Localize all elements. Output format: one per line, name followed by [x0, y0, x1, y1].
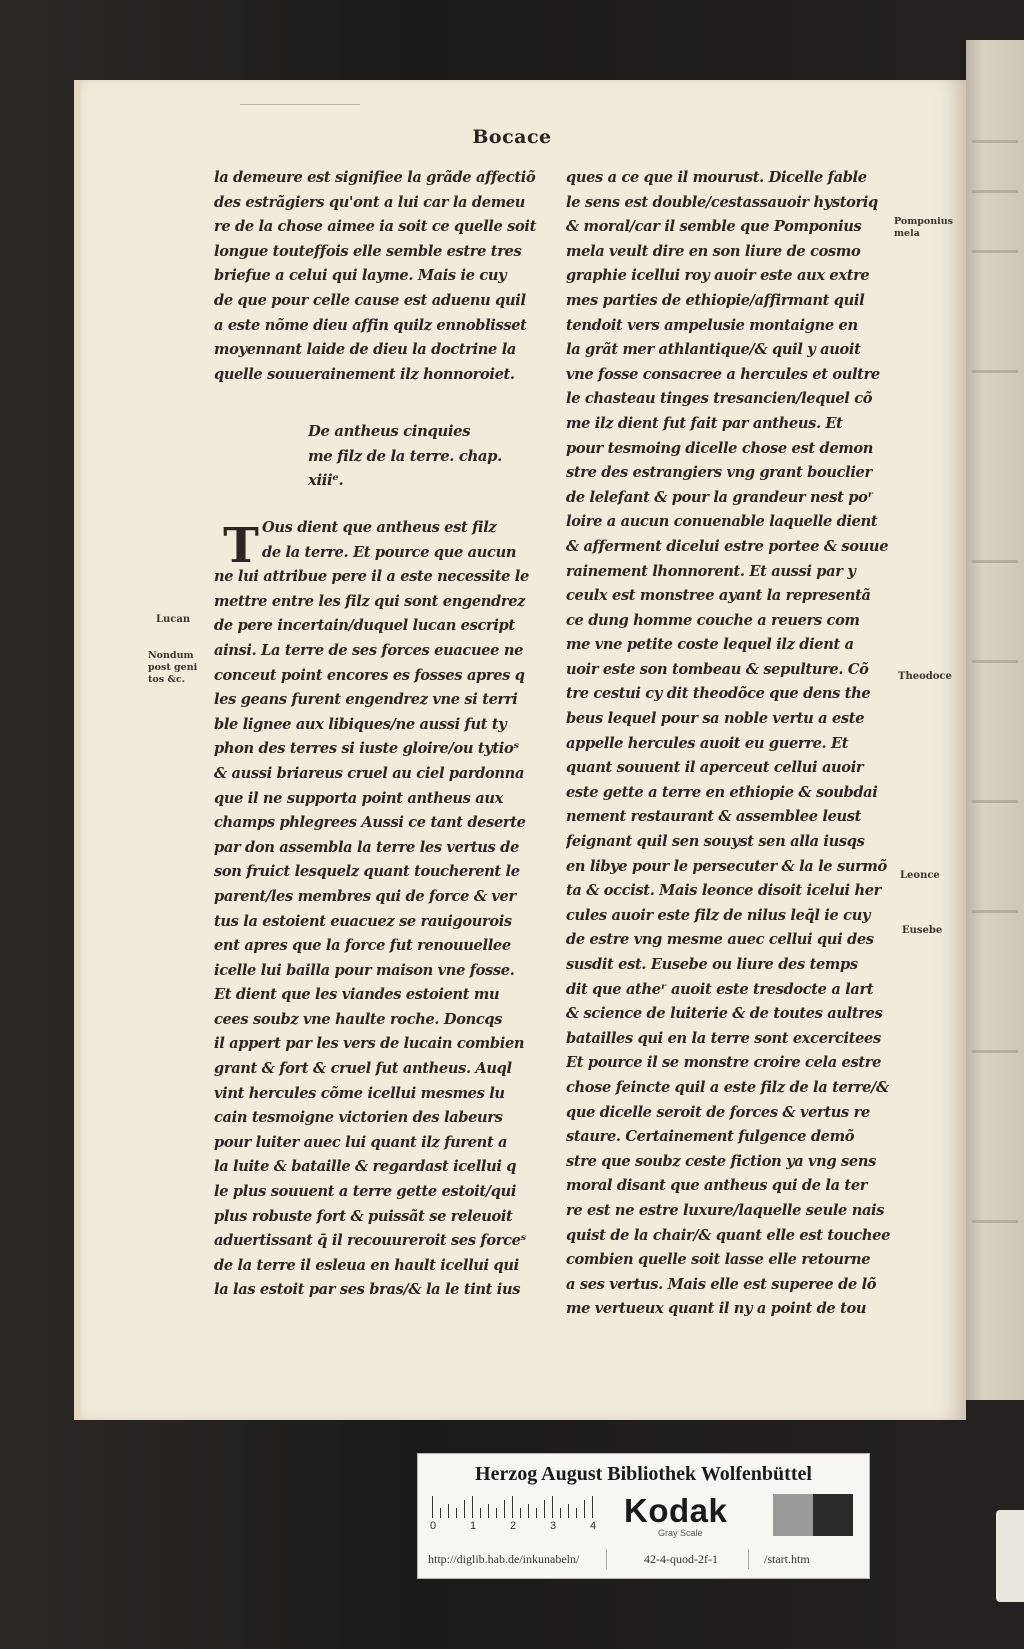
adjacent-page-edge — [966, 40, 1024, 1400]
gray-patch-light — [773, 1494, 813, 1536]
text-line: plus robuste fort & puissãt se releuoit — [214, 1207, 513, 1225]
label-url: http://diglib.hab.de/inkunabeln/ — [428, 1552, 580, 1566]
text-line: des estrãgiers qu'ont a lui car la demeu — [214, 193, 525, 211]
text-line: son fruict lesquelz quant toucherent le — [214, 863, 520, 881]
heading-line: De antheus cinquies — [308, 423, 471, 440]
scale-number: 1 — [470, 1520, 477, 1532]
text-line: le sens est double/cestassauoir hystoriq — [566, 193, 878, 211]
text-line: de pere incertain/duquel lucan escript — [214, 617, 515, 635]
text-line: appelle hercules auoit eu guerre. Et — [566, 734, 849, 752]
text-line: briefue a celui qui layme. Mais ie cuy — [214, 267, 507, 285]
text-line: en libye pour le persecuter & la le surmõ — [566, 857, 887, 875]
left-column-intro — [214, 166, 539, 387]
text-line: re est ne estre luxure/laquelle seule nais — [566, 1201, 885, 1219]
text-line: par don assembla la terre les vertus de — [214, 838, 519, 856]
text-line: la grãt mer athlantique/& quil y auoit — [566, 341, 861, 359]
text-line: il appert par les vers de lucain combien — [214, 1035, 525, 1053]
text-line: este gette a terre en ethiopie & soubdai — [566, 783, 878, 801]
text-line: de estre vng mesme auec cellui qui des — [566, 931, 874, 949]
text-line: la las estoit par ses bras/& la le tint ius — [214, 1281, 521, 1299]
scale-number: 4 — [590, 1520, 597, 1532]
text-line: la luite & bataille & regardast icellui q — [214, 1158, 517, 1176]
text-line: ceulx est monstree ayant la representã — [566, 587, 871, 605]
text-line: re de la chose aimee ia soit ce quelle soit — [214, 218, 536, 236]
text-line: ques a ce que il mourust. Dicelle fable — [566, 169, 867, 186]
text-line: longue touteffois elle semble estre tres — [214, 242, 522, 260]
right-column — [566, 166, 896, 1322]
text-line: beus lequel pour sa noble vertu a este — [566, 710, 865, 728]
brand-name: Kodak — [624, 1492, 728, 1529]
text-line: tre cestui cy dit theodõce que dens the — [566, 685, 871, 703]
text-line: mes parties de ethiopie/affirmant quil — [566, 291, 865, 309]
text-line: quelle souuerainement ilz honnoroiet. — [214, 365, 515, 383]
text-line: ble lignee aux libiques/ne aussi fut ty — [214, 715, 507, 733]
text-line: grant & fort & cruel fut antheus. Auql — [214, 1060, 512, 1078]
text-line: a este nõme dieu affin quilz ennoblisset — [214, 316, 527, 334]
page-edge — [74, 80, 80, 1420]
heading-line: xiiiᵉ. — [308, 472, 344, 490]
text-line: que dicelle seroit de forces & vertus re — [566, 1103, 870, 1121]
text-line: Et pource il se monstre croire cela estre — [566, 1054, 882, 1072]
margin-note-theodoce: Theodoce — [898, 671, 952, 682]
text-line: de que pour celle cause est aduenu quil — [214, 291, 526, 309]
text-line: ne lui attribue pere il a este necessite le — [214, 568, 529, 586]
text-line: conceut point encores es fosses apres q — [214, 666, 525, 684]
text-line: pour tesmoing dicelle chose est demon — [566, 439, 874, 457]
text-line: chose feincte quil a este filz de la terre/& — [566, 1078, 889, 1096]
text-line: batailles qui en la terre sont excercitees — [566, 1029, 881, 1047]
text-line: ent apres que la force fut renouuellee — [214, 937, 511, 955]
text-line: me vne petite coste lequel ilz dient a — [566, 636, 854, 654]
heading-line: me filz de la terre. chap. — [308, 447, 502, 465]
text-line: icelle lui bailla pour maison vne fosse. — [214, 961, 515, 979]
text-line: & afferment dicelui estre portee & souue — [566, 537, 889, 555]
text-line: quant souuent il aperceut cellui auoir — [566, 759, 864, 777]
text-line: parent/les membres qui de force & ver — [214, 887, 516, 905]
scale-number: 2 — [510, 1520, 517, 1532]
text-line: cain tesmoigne victorien des labeurs — [214, 1109, 503, 1127]
margin-note-eusebe: Eusebe — [902, 925, 943, 936]
text-line: ta & occist. Mais leonce disoit icelui her — [566, 882, 882, 900]
text-line: champs phlegrees Aussi ce tant deserte — [214, 814, 526, 832]
drop-initial: T — [223, 518, 259, 574]
text-line: les geans furent engendrez vne si terri — [214, 691, 518, 709]
label-identifier: 42-4-quod-2f-1 — [644, 1552, 718, 1566]
text-line: tus la estoient euacuez se rauigourois — [214, 912, 512, 930]
text-line: ce dung homme couche a reuers com — [566, 611, 860, 629]
label-start: /start.htm — [764, 1552, 810, 1566]
text-line: moral disant que antheus qui de la ter — [566, 1177, 868, 1195]
chapter-heading — [308, 420, 528, 494]
text-line: combien quelle soit lasse elle retourne — [566, 1251, 871, 1269]
text-line: Et dient que les viandes estoient mu — [214, 986, 500, 1004]
text-line: mettre entre les filz qui sont engendrez — [214, 592, 526, 610]
text-line: & moral/car il semble que Pomponius — [566, 218, 862, 236]
text-line: cules auoir este filz de nilus leq̄l ie cuy — [566, 906, 871, 924]
text-line: Ous dient que antheus est filz — [262, 519, 497, 536]
text-line: stre que soubz ceste fiction ya vng sens — [566, 1152, 876, 1170]
text-line: graphie icellui roy auoir este aux extre — [566, 267, 870, 285]
text-line: de lelefant & pour la grandeur nest poʳ — [566, 488, 874, 506]
text-line: vne fosse consacree a hercules et oultre — [566, 365, 880, 383]
text-line: mela veult dire en son liure de cosmo — [566, 242, 861, 260]
running-header — [0, 126, 1024, 148]
scale-number: 0 — [430, 1520, 437, 1532]
text-line: pour luiter auec lui quant ilz furent a — [214, 1133, 508, 1151]
text-line: me vertueux quant il ny a point de tou — [566, 1300, 867, 1318]
text-line: de la terre il esleua en hault icellui qui — [214, 1256, 519, 1274]
text-line: uoir este son tombeau & sepulture. Cõ — [566, 660, 869, 678]
text-line: dit que atheʳ auoit este tresdocte a lart — [566, 980, 874, 998]
text-line: & aussi briareus cruel au ciel pardonna — [214, 764, 525, 782]
separator — [748, 1549, 749, 1569]
margin-note-nondum: Nondum post geni tos &c. — [148, 650, 198, 685]
text-line: tendoit vers ampelusie montaigne en — [566, 316, 858, 334]
text-line: la demeure est signifiee la grãde affectiõ — [214, 169, 536, 186]
running-title: Bocace — [472, 126, 552, 148]
text-line: stre des estrangiers vng grant bouclier — [566, 464, 872, 482]
text-line: staure. Certainement fulgence demõ — [566, 1128, 855, 1146]
text-line: loire a aucun conuenable laquelle dient — [566, 513, 878, 531]
text-line: nement restaurant & assemblee leust — [566, 808, 862, 826]
scale-number: 3 — [550, 1520, 557, 1532]
text-line: susdit est. Eusebe ou liure des temps — [566, 956, 858, 973]
text-line: que il ne supporta point antheus aux — [214, 789, 503, 807]
text-line: vint hercules cõme icellui mesmes lu — [214, 1084, 505, 1102]
text-line: le chasteau tinges tresancien/lequel cõ — [566, 390, 873, 408]
text-line: & science de luiterie & de toutes aultres — [566, 1005, 883, 1023]
text-line: ainsi. La terre de ses forces euacuee ne — [214, 641, 524, 659]
gray-patch-dark — [813, 1494, 853, 1536]
separator — [606, 1549, 607, 1569]
text-line: de la terre. Et pource que aucun — [262, 543, 517, 561]
text-line: le plus souuent a terre gette estoit/qui — [214, 1183, 517, 1201]
text-line: quist de la chair/& quant elle est touchee — [566, 1226, 891, 1244]
side-card — [996, 1510, 1024, 1602]
pencil-mark — [240, 104, 360, 105]
scale-ruler — [432, 1496, 598, 1518]
text-line: a ses vertus. Mais elle est superee de lõ — [566, 1275, 877, 1293]
margin-note-pomponius: Pomponius mela — [894, 216, 954, 239]
margin-note-lucan: Lucan — [156, 614, 191, 625]
text-line: me ilz dient fut fait par antheus. Et — [566, 414, 843, 432]
kodak-logo — [624, 1492, 736, 1538]
brand-subtitle: Gray Scale — [658, 1528, 703, 1538]
text-line: feignant quil sen souyst sen alla iusqs — [566, 833, 865, 851]
library-name: Herzog August Bibliothek Wolfenbüttel — [475, 1463, 812, 1485]
text-line: phon des terres si iuste gloire/ou tytioˢ — [214, 740, 519, 758]
scale-numbers — [430, 1520, 610, 1534]
library-film-label — [417, 1453, 870, 1579]
text-line: rainement lhonnorent. Et aussi par y — [566, 562, 856, 580]
left-column-body — [214, 516, 539, 1303]
text-line: cees soubz vne haulte roche. Doncqs — [214, 1010, 503, 1028]
margin-note-leonce: Leonce — [900, 870, 940, 881]
text-line: aduertissant q̄ il recouureroit ses forceˢ — [214, 1232, 526, 1250]
text-line: moyennant laide de dieu la doctrine la — [214, 341, 517, 359]
